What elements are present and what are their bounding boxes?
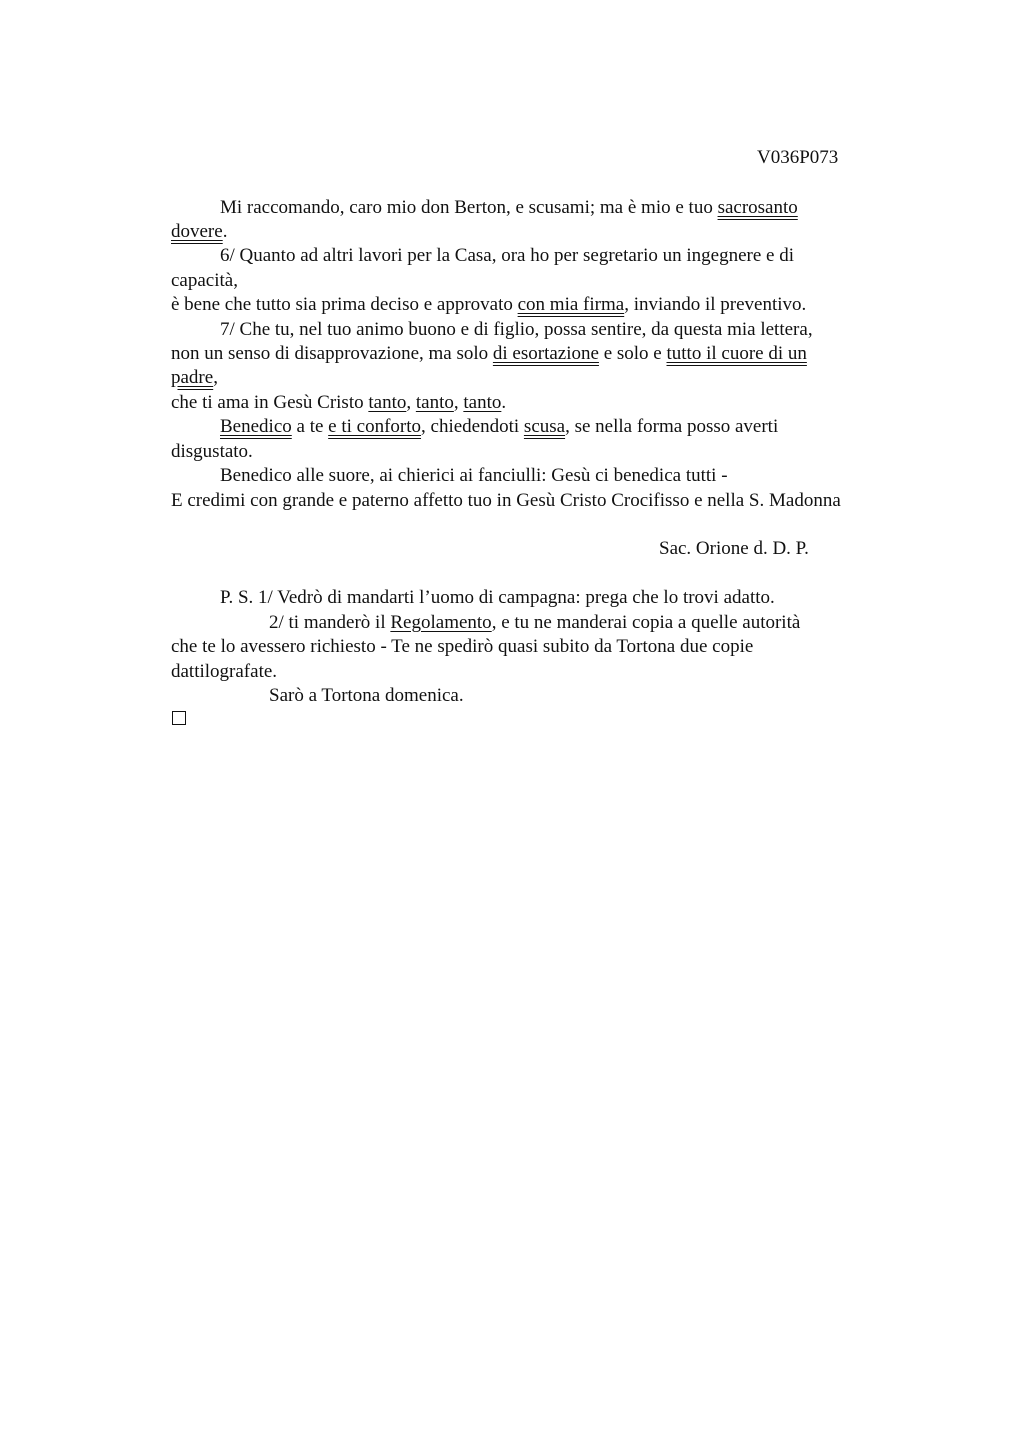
paragraph-line: Benedico alle suore, ai chierici ai fanciulli: Gesù ci benedica tutti - (220, 465, 728, 486)
postscript-line: dattilografate. (171, 661, 278, 682)
paragraph-line: non un senso di disapprovazione, ma solo di esortazione e solo e tutto il cuore di un (171, 343, 807, 364)
paragraph-line: è bene che tutto sia prima deciso e approvato con mia firma, inviando il preventivo. (171, 294, 807, 315)
underlined-text: di esortazione (492, 343, 599, 364)
paragraph-line: 6/ Quanto ad altri lavori per la Casa, ora ho per segretario un ingegnere e di (220, 245, 795, 266)
paragraph-line: 7/ Che tu, nel tuo animo buono e di figlio, possa sentire, da questa mia lettera, (220, 319, 813, 340)
end-square-icon (172, 711, 186, 725)
underlined-text: scusa (523, 416, 566, 437)
underlined-text: padre (171, 367, 214, 388)
postscript-line: 2/ ti manderò il Regolamento, e tu ne manderai copia a quelle autorità (269, 612, 801, 633)
page-code: V036P073 (757, 147, 839, 168)
signature: Sac. Orione d. D. P. (659, 538, 809, 559)
underlined-text: dovere (171, 221, 223, 242)
postscript-line: P. S. 1/ Vedrò di mandarti l’uomo di campagna: prega che lo trovi adatto. (220, 587, 775, 608)
paragraph-line: E credimi con grande e paterno affetto tuo in Gesù Cristo Crocifisso e nella S. Madonna (171, 490, 841, 511)
paragraph-line: capacità, (171, 270, 238, 291)
underlined-text: tanto (368, 392, 407, 413)
underlined-text: tutto il cuore di un (666, 343, 807, 364)
paragraph-line: Benedico a te e ti conforto, chiedendoti scusa, se nella forma posso averti (220, 416, 779, 437)
underlined-text: con mia firma (517, 294, 625, 315)
underlined-text: Benedico (220, 416, 292, 437)
paragraph-line: padre, (171, 367, 218, 388)
paragraph-line: Mi raccomando, caro mio don Berton, e scusami; ma è mio e tuo sacrosanto (220, 197, 798, 218)
underlined-text: tanto (463, 392, 502, 413)
underlined-text: tanto (415, 392, 454, 413)
underlined-text: e ti conforto (328, 416, 422, 437)
paragraph-line: dovere. (171, 221, 228, 242)
paragraph-line: che ti ama in Gesù Cristo tanto, tanto, tanto. (171, 392, 507, 413)
underlined-text: sacrosanto (717, 197, 798, 218)
underlined-text: Regolamento (390, 612, 492, 633)
postscript-line: che te lo avessero richiesto - Te ne spedirò quasi subito da Tortona due copie (171, 636, 754, 657)
postscript-line: Sarò a Tortona domenica. (269, 685, 464, 706)
paragraph-line: disgustato. (171, 441, 253, 462)
